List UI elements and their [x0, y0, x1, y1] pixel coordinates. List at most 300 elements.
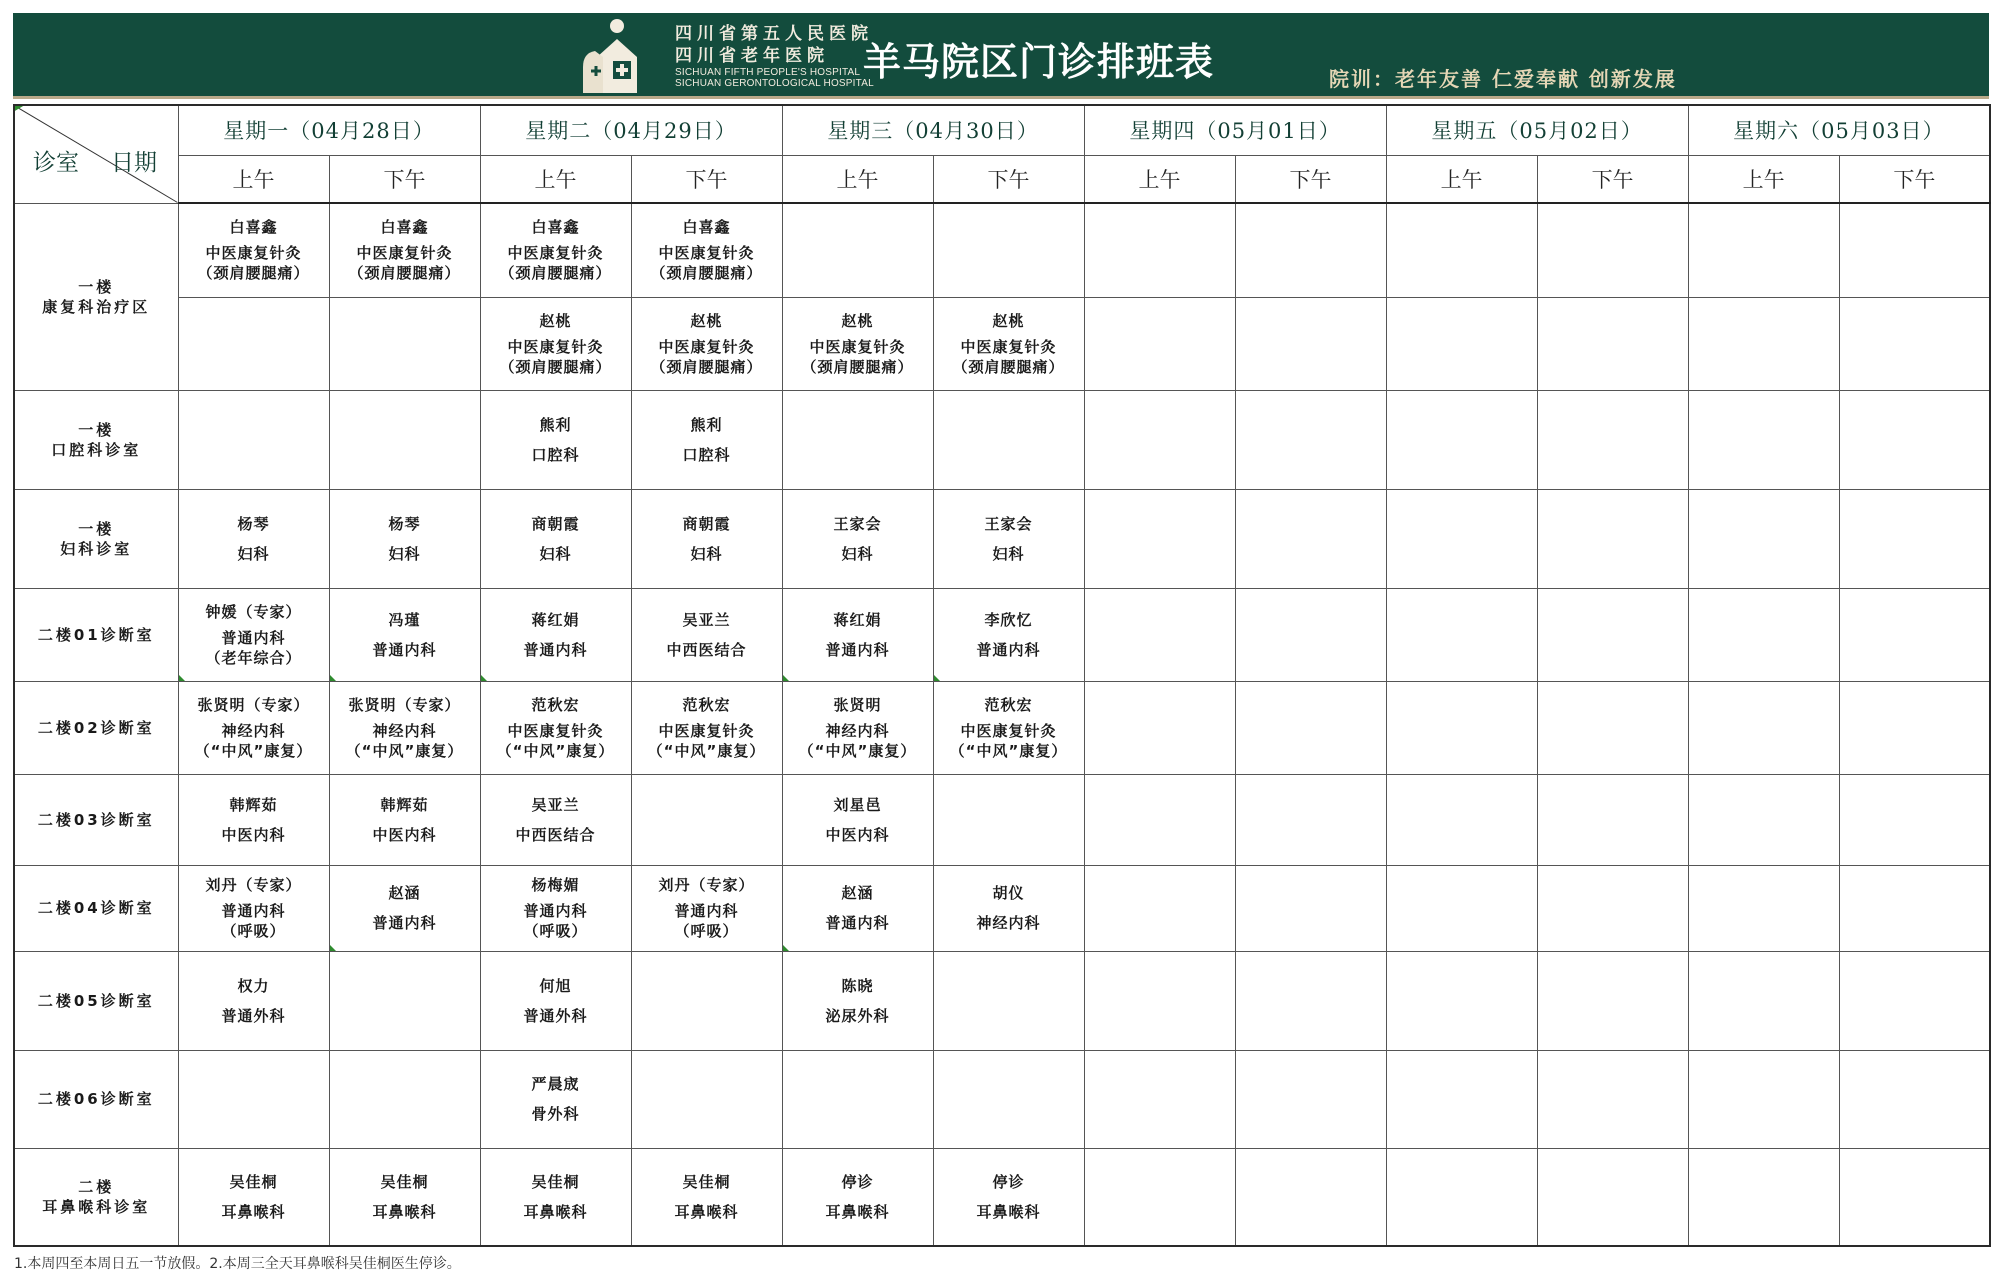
empty-cell — [933, 951, 1084, 1050]
schedule-cell — [329, 489, 480, 588]
empty-cell — [1537, 390, 1688, 489]
room-label-line: 口腔科诊室 — [51, 440, 142, 459]
schedule-cell — [480, 774, 631, 865]
empty-cell — [1839, 390, 1990, 489]
schedule-cell — [933, 681, 1084, 774]
doctor-name: 熊利 — [690, 415, 723, 434]
schedule-cell — [329, 774, 480, 865]
empty-cell — [1688, 774, 1839, 865]
schedule-cell — [329, 588, 480, 681]
hospital-name-1: 四川省第五人民医院 — [675, 24, 873, 44]
department-note: （“中风”康复） — [496, 741, 615, 760]
empty-cell — [1084, 489, 1235, 588]
doctor-name: 刘星邑 — [833, 795, 882, 814]
department-note: （颈肩腰腿痛） — [650, 264, 763, 283]
doctor-name: 赵涵 — [388, 884, 421, 902]
doctor-name: 吴佳桐 — [531, 1172, 580, 1191]
period-header-am: 上午 — [782, 155, 933, 203]
schedule-cell — [631, 681, 782, 774]
empty-cell — [933, 774, 1084, 865]
empty-cell — [1235, 1148, 1386, 1246]
empty-cell — [1386, 681, 1537, 774]
empty-cell — [1688, 681, 1839, 774]
empty-cell — [1537, 774, 1688, 865]
doctor-name: 范秋宏 — [682, 695, 731, 714]
room-label-line: 康复科治疗区 — [42, 297, 151, 316]
schedule-cell — [782, 1148, 933, 1246]
department: 耳鼻喉科 — [976, 1202, 1041, 1221]
day-header: 星期四（05月01日） — [1084, 105, 1386, 155]
empty-cell — [329, 1050, 480, 1148]
hospital-name-en-1: SICHUAN FIFTH PEOPLE'S HOSPITAL — [675, 67, 861, 78]
department: 普通内科 — [221, 902, 286, 920]
department: 中医康复针灸 — [356, 244, 453, 263]
doctor-name: 蒋红娟 — [833, 610, 882, 629]
empty-cell — [178, 297, 329, 390]
empty-cell — [933, 203, 1084, 297]
empty-cell — [1235, 297, 1386, 390]
schedule-cell — [480, 588, 631, 681]
empty-cell — [1235, 588, 1386, 681]
doctor-name: 王家会 — [833, 514, 882, 533]
department: 中医康复针灸 — [507, 244, 604, 263]
department-note: （颈肩腰腿痛） — [197, 264, 310, 283]
empty-cell — [782, 203, 933, 297]
department: 神经内科 — [221, 721, 286, 740]
department-note: （颈肩腰腿痛） — [348, 264, 461, 283]
schedule-cell — [631, 297, 782, 390]
department: 中医康复针灸 — [658, 721, 755, 740]
empty-cell — [933, 1050, 1084, 1148]
department: 普通内科 — [825, 640, 890, 659]
comment-marker-icon — [783, 945, 789, 951]
doctor-name: 白喜鑫 — [380, 218, 429, 237]
doctor-name: 权力 — [237, 976, 270, 995]
department: 普通内科 — [825, 914, 890, 932]
comment-marker-icon — [934, 675, 940, 681]
empty-cell — [1235, 390, 1386, 489]
empty-cell — [178, 1050, 329, 1148]
empty-cell — [1839, 489, 1990, 588]
department-note: （“中风”康复） — [798, 741, 917, 760]
schedule-table — [13, 104, 1991, 1247]
schedule-cell — [329, 1148, 480, 1246]
period-header-am: 上午 — [1084, 155, 1235, 203]
schedule-cell — [782, 681, 933, 774]
empty-cell — [1084, 390, 1235, 489]
empty-cell — [1084, 1148, 1235, 1246]
doctor-name: 刘丹（专家） — [205, 876, 302, 894]
empty-cell — [1839, 774, 1990, 865]
department: 耳鼻喉科 — [221, 1202, 286, 1221]
doctor-name: 吴佳桐 — [229, 1172, 278, 1191]
doctor-name: 杨琴 — [388, 514, 421, 533]
doctor-name: 冯瑾 — [388, 610, 421, 629]
table-row — [14, 1050, 1990, 1148]
room-label-line: 一楼 — [78, 519, 115, 538]
hospital-logo-icon — [575, 17, 665, 97]
schedule-cell — [480, 1148, 631, 1246]
empty-cell — [1386, 390, 1537, 489]
schedule-cell — [631, 865, 782, 951]
department: 妇科 — [992, 544, 1025, 563]
doctor-name: 赵桃 — [539, 311, 572, 330]
empty-cell — [329, 297, 480, 390]
empty-cell — [1537, 681, 1688, 774]
doctor-name: 杨琴 — [237, 514, 270, 533]
room-label-line: 二楼04诊断室 — [37, 899, 155, 917]
empty-cell — [1537, 1148, 1688, 1246]
doctor-name: 张贤明 — [833, 695, 882, 714]
empty-cell — [1235, 203, 1386, 297]
doctor-name: 商朝霞 — [682, 514, 731, 533]
schedule-cell — [480, 390, 631, 489]
room-label — [14, 865, 178, 951]
comment-marker-icon — [330, 675, 336, 681]
empty-cell — [782, 1050, 933, 1148]
empty-cell — [1688, 390, 1839, 489]
day-header: 星期六（05月03日） — [1688, 105, 1990, 155]
doctor-name: 吴亚兰 — [531, 795, 580, 814]
room-label-line: 二楼02诊断室 — [37, 718, 155, 737]
doctor-name: 胡仪 — [992, 884, 1025, 902]
table-row — [14, 390, 1990, 489]
schedule-cell — [631, 588, 782, 681]
doctor-name: 停诊 — [841, 1172, 874, 1191]
empty-cell — [1386, 1148, 1537, 1246]
empty-cell — [1688, 1050, 1839, 1148]
schedule-cell — [178, 489, 329, 588]
doctor-name: 范秋宏 — [984, 695, 1033, 714]
schedule-cell — [480, 951, 631, 1050]
table-row — [14, 1148, 1990, 1246]
department-note: （“中风”康复） — [345, 741, 464, 760]
doctor-name: 杨梅媚 — [531, 876, 580, 894]
schedule-cell — [178, 203, 329, 297]
department: 中医康复针灸 — [507, 337, 604, 356]
department: 神经内科 — [372, 721, 437, 740]
day-header: 星期一（04月28日） — [178, 105, 480, 155]
schedule-cell — [631, 203, 782, 297]
doctor-name: 吴佳桐 — [380, 1172, 429, 1191]
department: 妇科 — [841, 544, 874, 563]
empty-cell — [1386, 774, 1537, 865]
department-note: （颈肩腰腿痛） — [952, 357, 1065, 376]
department: 妇科 — [539, 544, 572, 563]
empty-cell — [1084, 1050, 1235, 1148]
room-label-line: 一楼 — [78, 277, 115, 296]
comment-marker-icon — [179, 675, 185, 681]
schedule-cell — [329, 203, 480, 297]
empty-cell — [1839, 1050, 1990, 1148]
doctor-name: 白喜鑫 — [531, 218, 580, 237]
department: 耳鼻喉科 — [825, 1202, 890, 1221]
empty-cell — [1084, 297, 1235, 390]
doctor-name: 张贤明（专家） — [197, 695, 310, 714]
department: 骨外科 — [531, 1105, 580, 1123]
empty-cell — [1537, 203, 1688, 297]
department: 中医内科 — [221, 825, 286, 844]
empty-cell — [1386, 951, 1537, 1050]
empty-cell — [1688, 588, 1839, 681]
empty-cell — [1386, 865, 1537, 951]
schedule-cell — [329, 865, 480, 951]
period-header-am: 上午 — [1386, 155, 1537, 203]
room-label — [14, 681, 178, 774]
table-row — [14, 588, 1990, 681]
department-note: （呼吸） — [221, 922, 286, 940]
empty-cell — [1235, 865, 1386, 951]
doctor-name: 李欣忆 — [984, 610, 1033, 629]
department: 普通外科 — [221, 1006, 286, 1025]
room-label — [14, 489, 178, 588]
comment-marker-icon — [330, 945, 336, 951]
department-note: （“中风”康复） — [194, 741, 313, 760]
table-row — [14, 681, 1990, 774]
room-label-line: 耳鼻喉科诊室 — [42, 1197, 151, 1216]
schedule-cell — [480, 681, 631, 774]
room-label-line: 妇科诊室 — [60, 539, 133, 558]
department: 中医内科 — [825, 825, 890, 844]
department-note: （呼吸） — [674, 922, 739, 940]
empty-cell — [1235, 681, 1386, 774]
table-row — [14, 951, 1990, 1050]
corner-room-label: 诊室 — [33, 150, 79, 176]
doctor-name: 韩辉茹 — [229, 795, 278, 814]
doctor-name: 停诊 — [992, 1172, 1025, 1191]
doctor-name: 陈晓 — [841, 976, 874, 995]
doctor-name: 蒋红娟 — [531, 610, 580, 629]
department-note: （“中风”康复） — [647, 741, 766, 760]
hospital-name-2: 四川省老年医院 — [675, 46, 829, 66]
department: 普通内科 — [674, 902, 739, 920]
header-banner — [13, 13, 1989, 99]
room-label — [14, 588, 178, 681]
room-label-line: 一楼 — [78, 420, 115, 439]
empty-cell — [1386, 297, 1537, 390]
department: 普通内科 — [372, 640, 437, 659]
room-label-line: 二楼03诊断室 — [37, 810, 155, 829]
period-header-pm: 下午 — [329, 155, 480, 203]
schedule-cell — [178, 1148, 329, 1246]
schedule-cell — [782, 774, 933, 865]
schedule-cell — [480, 297, 631, 390]
schedule-cell — [933, 1148, 1084, 1246]
table-row — [14, 203, 1990, 297]
empty-cell — [1235, 951, 1386, 1050]
empty-cell — [1235, 1050, 1386, 1148]
room-label — [14, 390, 178, 489]
empty-cell — [1537, 489, 1688, 588]
room-label — [14, 1148, 178, 1246]
doctor-name: 钟媛（专家） — [205, 602, 302, 621]
doctor-name: 张贤明（专家） — [348, 695, 461, 714]
schedule-cell — [782, 588, 933, 681]
empty-cell — [1839, 588, 1990, 681]
empty-cell — [1386, 203, 1537, 297]
empty-cell — [1688, 951, 1839, 1050]
empty-cell — [1688, 489, 1839, 588]
department-note: （呼吸） — [523, 922, 588, 940]
comment-marker-icon — [783, 675, 789, 681]
doctor-name: 吴佳桐 — [682, 1172, 731, 1191]
empty-cell — [1839, 297, 1990, 390]
comment-marker-icon — [481, 675, 487, 681]
schedule-cell — [329, 681, 480, 774]
schedule-cell — [782, 865, 933, 951]
doctor-name: 赵桃 — [841, 311, 874, 330]
empty-cell — [1839, 1148, 1990, 1246]
empty-cell — [1537, 297, 1688, 390]
department: 耳鼻喉科 — [523, 1202, 588, 1221]
department: 普通内科 — [221, 628, 286, 647]
schedule-cell — [782, 489, 933, 588]
footnote: 1.本周四至本周日五一节放假。2.本周三全天耳鼻喉科吴佳桐医生停诊。 — [14, 1256, 461, 1272]
table-row — [14, 297, 1990, 390]
doctor-name: 王家会 — [984, 514, 1033, 533]
hospital-names — [675, 23, 874, 89]
corner-date-label: 日期 — [111, 150, 157, 176]
schedule-cell — [933, 489, 1084, 588]
department-note: （颈肩腰腿痛） — [650, 357, 763, 376]
schedule-cell — [782, 951, 933, 1050]
department: 普通内科 — [372, 914, 437, 932]
schedule-cell — [178, 865, 329, 951]
period-header-am: 上午 — [480, 155, 631, 203]
department: 口腔科 — [682, 445, 731, 464]
department-note: （颈肩腰腿痛） — [801, 357, 914, 376]
schedule-cell — [933, 297, 1084, 390]
doctor-name: 何旭 — [539, 976, 572, 995]
department: 耳鼻喉科 — [372, 1202, 437, 1221]
schedule-cell — [933, 588, 1084, 681]
empty-cell — [1688, 203, 1839, 297]
empty-cell — [1688, 297, 1839, 390]
schedule-cell — [933, 865, 1084, 951]
empty-cell — [1839, 865, 1990, 951]
room-label-line: 二楼 — [78, 1177, 115, 1196]
empty-cell — [1839, 203, 1990, 297]
empty-cell — [178, 390, 329, 489]
table-row — [14, 865, 1990, 951]
department: 中医康复针灸 — [960, 337, 1057, 356]
department-note: （颈肩腰腿痛） — [499, 264, 612, 283]
doctor-name: 熊利 — [539, 415, 572, 434]
department: 中医康复针灸 — [658, 337, 755, 356]
empty-cell — [1688, 1148, 1839, 1246]
empty-cell — [1084, 774, 1235, 865]
empty-cell — [1386, 588, 1537, 681]
room-label — [14, 1050, 178, 1148]
empty-cell — [1537, 951, 1688, 1050]
table-row — [14, 774, 1990, 865]
schedule-cell — [782, 297, 933, 390]
empty-cell — [1084, 203, 1235, 297]
department: 神经内科 — [976, 914, 1041, 932]
doctor-name: 严晨宬 — [531, 1075, 580, 1093]
department: 中医康复针灸 — [658, 244, 755, 263]
schedule-cell — [480, 203, 631, 297]
department: 中医内科 — [372, 825, 437, 844]
period-header-pm: 下午 — [1839, 155, 1990, 203]
doctor-name: 吴亚兰 — [682, 610, 731, 629]
department-note: （颈肩腰腿痛） — [499, 357, 612, 376]
empty-cell — [933, 390, 1084, 489]
schedule-cell — [178, 951, 329, 1050]
empty-cell — [631, 1050, 782, 1148]
department: 中医康复针灸 — [507, 721, 604, 740]
empty-cell — [1537, 1050, 1688, 1148]
doctor-name: 赵桃 — [690, 311, 723, 330]
room-label-line: 二楼05诊断室 — [37, 991, 155, 1010]
period-header-pm: 下午 — [933, 155, 1084, 203]
department: 普通内科 — [523, 902, 588, 920]
empty-cell — [1235, 489, 1386, 588]
department-note: （老年综合） — [205, 648, 302, 667]
department: 妇科 — [388, 544, 421, 563]
empty-cell — [1084, 951, 1235, 1050]
schedule-cell — [631, 489, 782, 588]
schedule-cell — [631, 1148, 782, 1246]
empty-cell — [1537, 588, 1688, 681]
doctor-name: 商朝霞 — [531, 514, 580, 533]
department-note: （“中风”康复） — [949, 741, 1068, 760]
room-label-line: 二楼01诊断室 — [37, 625, 155, 644]
department: 耳鼻喉科 — [674, 1202, 739, 1221]
schedule-cell — [480, 489, 631, 588]
doctor-name: 韩辉茹 — [380, 795, 429, 814]
hospital-name-en-2: SICHUAN GERONTOLOGICAL HOSPITAL — [675, 78, 874, 89]
schedule-cell — [631, 390, 782, 489]
period-header-am: 上午 — [1688, 155, 1839, 203]
empty-cell — [1839, 681, 1990, 774]
empty-cell — [782, 390, 933, 489]
department: 中医康复针灸 — [960, 721, 1057, 740]
empty-cell — [1688, 865, 1839, 951]
room-label — [14, 774, 178, 865]
department: 中医康复针灸 — [205, 244, 302, 263]
doctor-name: 范秋宏 — [531, 695, 580, 714]
room-label — [14, 951, 178, 1050]
doctor-name: 白喜鑫 — [682, 218, 731, 237]
day-header: 星期三（04月30日） — [782, 105, 1084, 155]
period-header-am: 上午 — [178, 155, 329, 203]
page-title: 羊马院区门诊排班表 — [863, 39, 1215, 84]
department: 妇科 — [237, 544, 270, 563]
empty-cell — [1084, 865, 1235, 951]
department: 普通内科 — [976, 640, 1041, 659]
department: 普通外科 — [523, 1006, 588, 1025]
department: 中西医结合 — [515, 825, 596, 844]
empty-cell — [329, 390, 480, 489]
schedule-cell — [178, 681, 329, 774]
hospital-motto: 院训：老年友善 仁爱奉献 创新发展 — [1329, 67, 1677, 91]
department: 妇科 — [690, 544, 723, 563]
room-label-line: 二楼06诊断室 — [37, 1090, 155, 1108]
room-label — [14, 203, 178, 390]
empty-cell — [1386, 489, 1537, 588]
department: 口腔科 — [531, 445, 580, 464]
corner-header — [14, 105, 178, 203]
empty-cell — [1235, 774, 1386, 865]
period-header-pm: 下午 — [1235, 155, 1386, 203]
empty-cell — [1537, 865, 1688, 951]
empty-cell — [1839, 951, 1990, 1050]
table-row — [14, 489, 1990, 588]
department: 泌尿外科 — [825, 1006, 890, 1025]
schedule-cell — [480, 1050, 631, 1148]
department: 普通内科 — [523, 640, 588, 659]
